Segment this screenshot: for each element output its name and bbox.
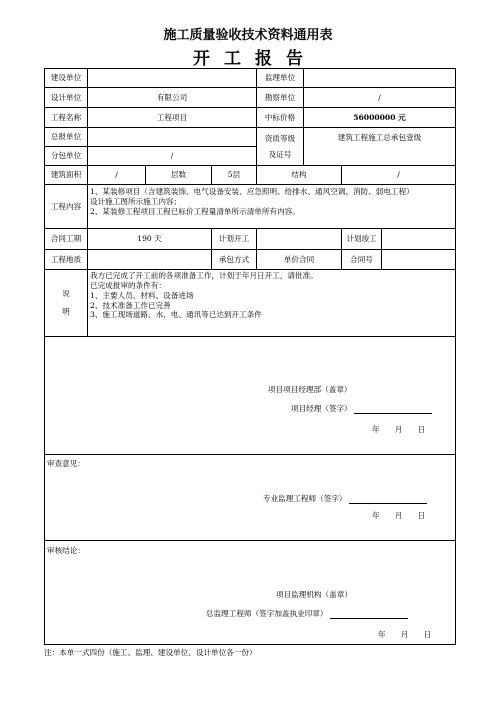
planned-start-value[interactable] [257,229,342,250]
supervision-unit-value[interactable] [304,69,456,88]
contract-no-label: 合同号 [342,250,382,270]
contract-period-label: 合同工期 [45,229,88,250]
subcontractor-label: 分包单位 [45,147,88,166]
supervision-org-stamp: 项目监理机构（盖章） [276,590,352,599]
structure-label: 结构 [257,166,342,185]
contractor-dept-stamp: 项目项目经理部（盖章） [268,385,352,394]
floors-label: 层数 [146,166,212,185]
footnote: 注：本单一式四份（施工、监理、建设单位、设计单位各一份） [44,648,257,657]
approval-label: 审核结论： [47,546,85,555]
general-contractor-label: 总报单位 [45,128,88,147]
project-name-label: 工程名称 [45,108,88,128]
explanation-text[interactable]: 我方已完成了开工前的各项准备工作，计划于年月日开工，请批准。 已完成报审的条件有： 1、主要人员、材料、设备进场 2、技术准备工作已完善 3、施工现场道路、水、电、通讯等已达到开工条件 [88,270,456,337]
content-label: 工程内容 [45,185,88,229]
table-row [45,108,456,128]
table-row [45,270,456,337]
contractor-sign-area [45,337,456,455]
site-value[interactable] [88,250,212,270]
contract-no-value[interactable] [382,250,456,270]
report-title: 开工报告 [193,49,317,69]
table-row [45,69,456,88]
planned-finish-label: 计划竣工 [342,229,382,250]
review-label: 审查意见： [47,459,85,468]
general-contractor-value[interactable] [88,128,257,147]
survey-unit-value[interactable]: / [304,88,456,108]
building-area-label: 建筑面积 [45,166,88,185]
explanation-label: 说 明 [45,270,88,337]
table-row [45,337,456,455]
design-unit-value[interactable]: 有限公司 [88,88,257,108]
table-row [45,166,456,185]
contract-period-value[interactable]: 190 天 [88,229,212,250]
contractor-date: 年 月 日 [372,425,426,434]
content-value[interactable]: 1、某装修项目（含建筑装饰、电气设备安装、应急照明、给排水、通风空调、消防、弱电工程） 设计施工图所示施工内容； 2、某装修工程项目工程已标价工程量清单所示清单所有内容。 [88,185,456,229]
form-title: 施工质量验收技术资料通用表 [163,28,333,43]
construction-unit-label: 建设单位 [45,69,88,88]
table-row [45,229,456,250]
design-unit-label: 设计单位 [45,88,88,108]
building-area-value[interactable]: / [88,166,146,185]
contract-mode-label: 承包方式 [212,250,257,270]
site-label: 工程地质 [45,250,88,270]
floors-value[interactable]: 5层 [212,166,257,185]
contract-mode-value[interactable]: 单价合同 [257,250,342,270]
qualification-value[interactable]: 建筑工程施工总承包壹级 [304,128,456,166]
subcontractor-value[interactable]: / [88,147,257,166]
qualification-label: 资质等级 及证号 [257,128,304,166]
table-row [45,128,456,147]
bid-price-label: 中标价格 [257,108,304,128]
project-name-value[interactable]: 工程项目 [88,108,257,128]
structure-value[interactable]: / [342,166,456,185]
table-row [45,88,456,108]
table-row [45,250,456,270]
table-row [45,185,456,229]
planned-finish-value[interactable] [382,229,456,250]
review-date: 年 月 日 [372,511,426,520]
bid-price-value[interactable]: 56000000 元 [304,108,456,128]
project-manager-sign[interactable]: 项目经理（签字） [291,403,432,414]
supervision-unit-label: 监理单位 [257,69,304,88]
approval-date: 年 月 日 [378,630,432,639]
construction-unit-value[interactable] [88,69,257,88]
chief-engineer-sign[interactable]: 总监理工程师（签字加盖执业印章） [206,608,408,619]
supervising-engineer-sign[interactable]: 专业监理工程师（签字） [263,493,427,504]
survey-unit-label: 勘察单位 [257,88,304,108]
planned-start-label: 计划开工 [212,229,257,250]
start-report-table [44,68,456,645]
